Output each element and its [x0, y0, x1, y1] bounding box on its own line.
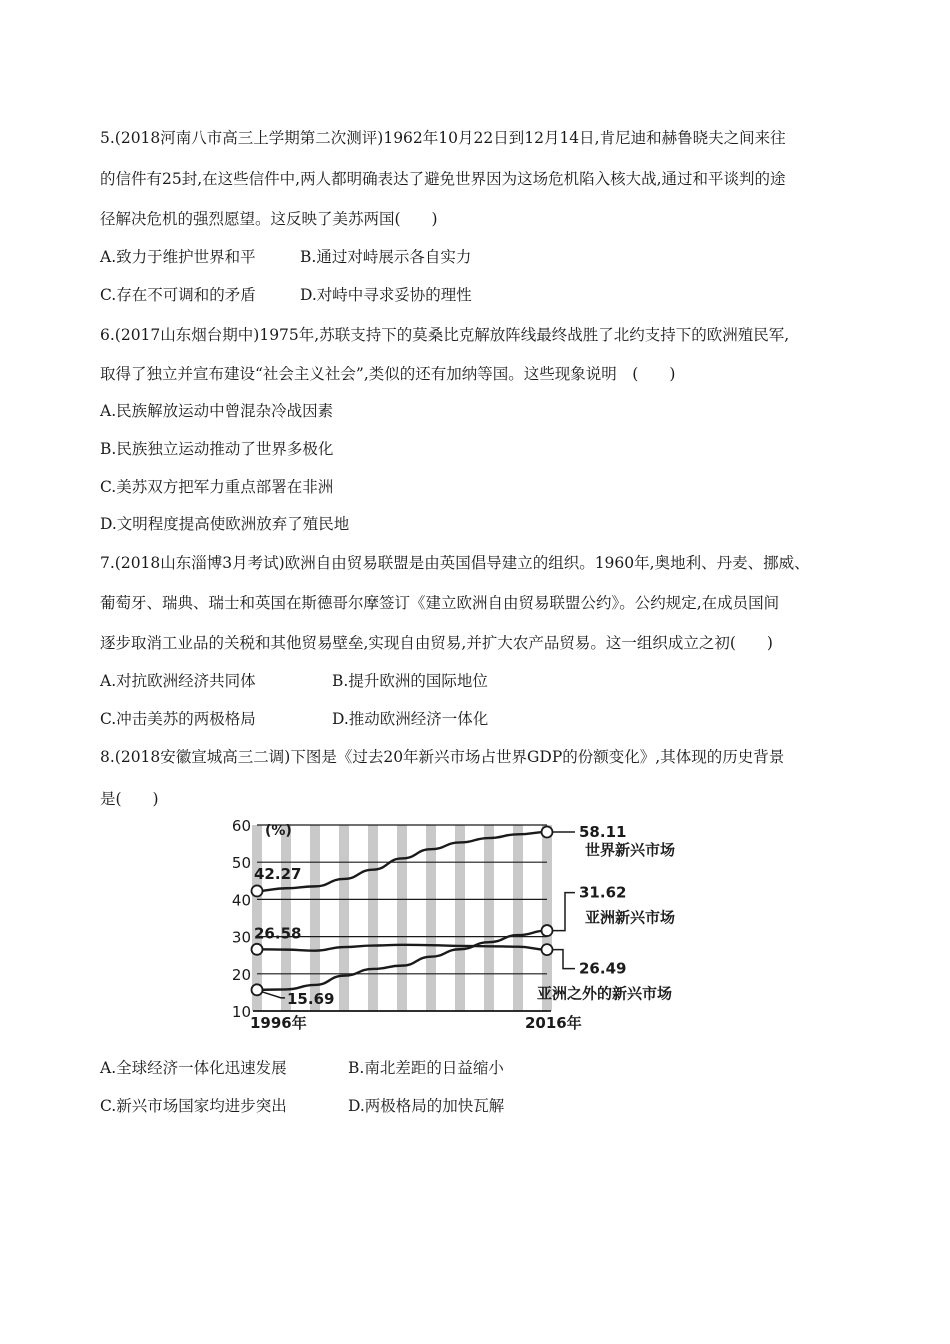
- q5-stem-line-1: 5.(2018河南八市高三上学期第二次测评)1962年10月22日到12月14日,肯尼迪和赫鲁晓夫之间来往: [100, 129, 786, 147]
- chart-band: [397, 825, 407, 1011]
- chart-band: [310, 825, 320, 1011]
- non-asia-end-leader: [553, 950, 575, 969]
- chart-band: [339, 825, 349, 1011]
- q6-option-c: C.美苏双方把军力重点部署在非洲: [100, 478, 334, 496]
- chart-bands: [252, 825, 552, 1011]
- q7-stem-line-3: 逐步取消工业品的关税和其他贸易壁垒,实现自由贸易,并扩大农产品贸易。这一组织成立之初( ): [100, 634, 773, 652]
- chart-band: [252, 825, 262, 1011]
- chart-band: [281, 825, 291, 1011]
- chart-band: [455, 825, 465, 1011]
- y-tick-label: 60: [231, 817, 251, 835]
- x-end-label: 2016年: [525, 1014, 582, 1032]
- y-axis-unit: (%): [265, 823, 292, 839]
- q8-option-d: D.两极格局的加快瓦解: [348, 1097, 505, 1115]
- q5-option-a: A.致力于维护世界和平: [100, 248, 256, 266]
- q7-option-d: D.推动欧洲经济一体化: [332, 710, 489, 728]
- q6-option-d: D.文明程度提高使欧洲放弃了殖民地: [100, 515, 350, 533]
- chart-band: [426, 825, 436, 1011]
- q5-stem-line-2: 的信件有25封,在这些信件中,两人都明确表达了避免世界因为这场危机陷入核大战,通过和平谈判的途: [100, 170, 786, 188]
- x-start-label: 1996年: [250, 1014, 307, 1032]
- q7-option-a: A.对抗欧洲经济共同体: [100, 672, 256, 690]
- q8-stem-line-1: 8.(2018安徽宣城高三二调)下图是《过去20年新兴市场占世界GDP的份额变化》,其体现的历史背景: [100, 748, 785, 766]
- asia-series-name: 亚洲新兴市场: [585, 908, 676, 927]
- q5-option-c: C.存在不可调和的矛盾: [100, 286, 256, 304]
- y-tick-label: 10: [231, 1003, 251, 1021]
- asia-end-value: 31.62: [579, 883, 627, 902]
- y-tick-label: 20: [231, 965, 251, 984]
- q7-option-c: C.冲击美苏的两极格局: [100, 710, 256, 728]
- q8-option-b: B.南北差距的日益缩小: [348, 1059, 504, 1077]
- non-asia-series-name: 亚洲之外的新兴市场: [537, 984, 673, 1003]
- y-tick-label: 50: [231, 854, 251, 873]
- chart-band: [368, 825, 378, 1011]
- q6-stem-line-1: 6.(2017山东烟台期中)1975年,苏联支持下的莫桑比克解放阵线最终战胜了北约支持下的欧洲殖民军,: [100, 326, 790, 344]
- chart-band: [513, 825, 523, 1011]
- world-end-value: 58.11: [579, 823, 627, 842]
- q6-option-a: A.民族解放运动中曾混杂冷战因素: [100, 402, 334, 420]
- series-non-asia-emerging-start-point: [252, 944, 263, 955]
- series-world-emerging-start-point: [252, 885, 263, 896]
- gdp-share-line-chart: [225, 815, 735, 1035]
- q5-option-b: B.通过对峙展示各自实力: [300, 248, 472, 266]
- series-non-asia-emerging-end-point: [542, 944, 553, 955]
- asia-end-leader: [553, 893, 575, 931]
- non-asia-end-value: 26.49: [579, 959, 627, 978]
- y-tick-label: 40: [231, 891, 251, 910]
- series-asia-emerging-start-point: [252, 984, 263, 995]
- q6-stem-line-2: 取得了独立并宣布建设“社会主义社会”,类似的还有加纳等国。这些现象说明 ( ): [100, 365, 676, 383]
- q8-stem-line-2: 是( ): [100, 790, 159, 808]
- q8-option-c: C.新兴市场国家均进步突出: [100, 1097, 287, 1115]
- q5-stem-line-3: 径解决危机的强烈愿望。这反映了美苏两国( ): [100, 210, 438, 228]
- world-series-name: 世界新兴市场: [585, 841, 676, 860]
- q5-option-d: D.对峙中寻求妥协的理性: [300, 286, 472, 304]
- q8-option-a: A.全球经济一体化迅速发展: [100, 1059, 287, 1077]
- q7-stem-line-1: 7.(2018山东淄博3月考试)欧洲自由贸易联盟是由英国倡导建立的组织。1960年,奥地利、丹麦、挪威、: [100, 554, 810, 572]
- q6-option-b: B.民族独立运动推动了世界多极化: [100, 440, 334, 458]
- y-tick-label: 30: [231, 928, 251, 947]
- chart-band: [542, 825, 552, 1011]
- non-asia-start-value: 26.58: [254, 924, 302, 943]
- world-start-value: 42.27: [254, 864, 302, 883]
- series-asia-emerging-end-point: [542, 925, 553, 936]
- q7-option-b: B.提升欧洲的国际地位: [332, 672, 488, 690]
- q7-stem-line-2: 葡萄牙、瑞典、瑞士和英国在斯德哥尔摩签订《建立欧洲自由贸易联盟公约》。公约规定,在成员国间: [100, 594, 780, 612]
- series-world-emerging-end-point: [542, 827, 553, 838]
- asia-start-value: 15.69: [287, 989, 335, 1008]
- chart-band: [484, 825, 494, 1011]
